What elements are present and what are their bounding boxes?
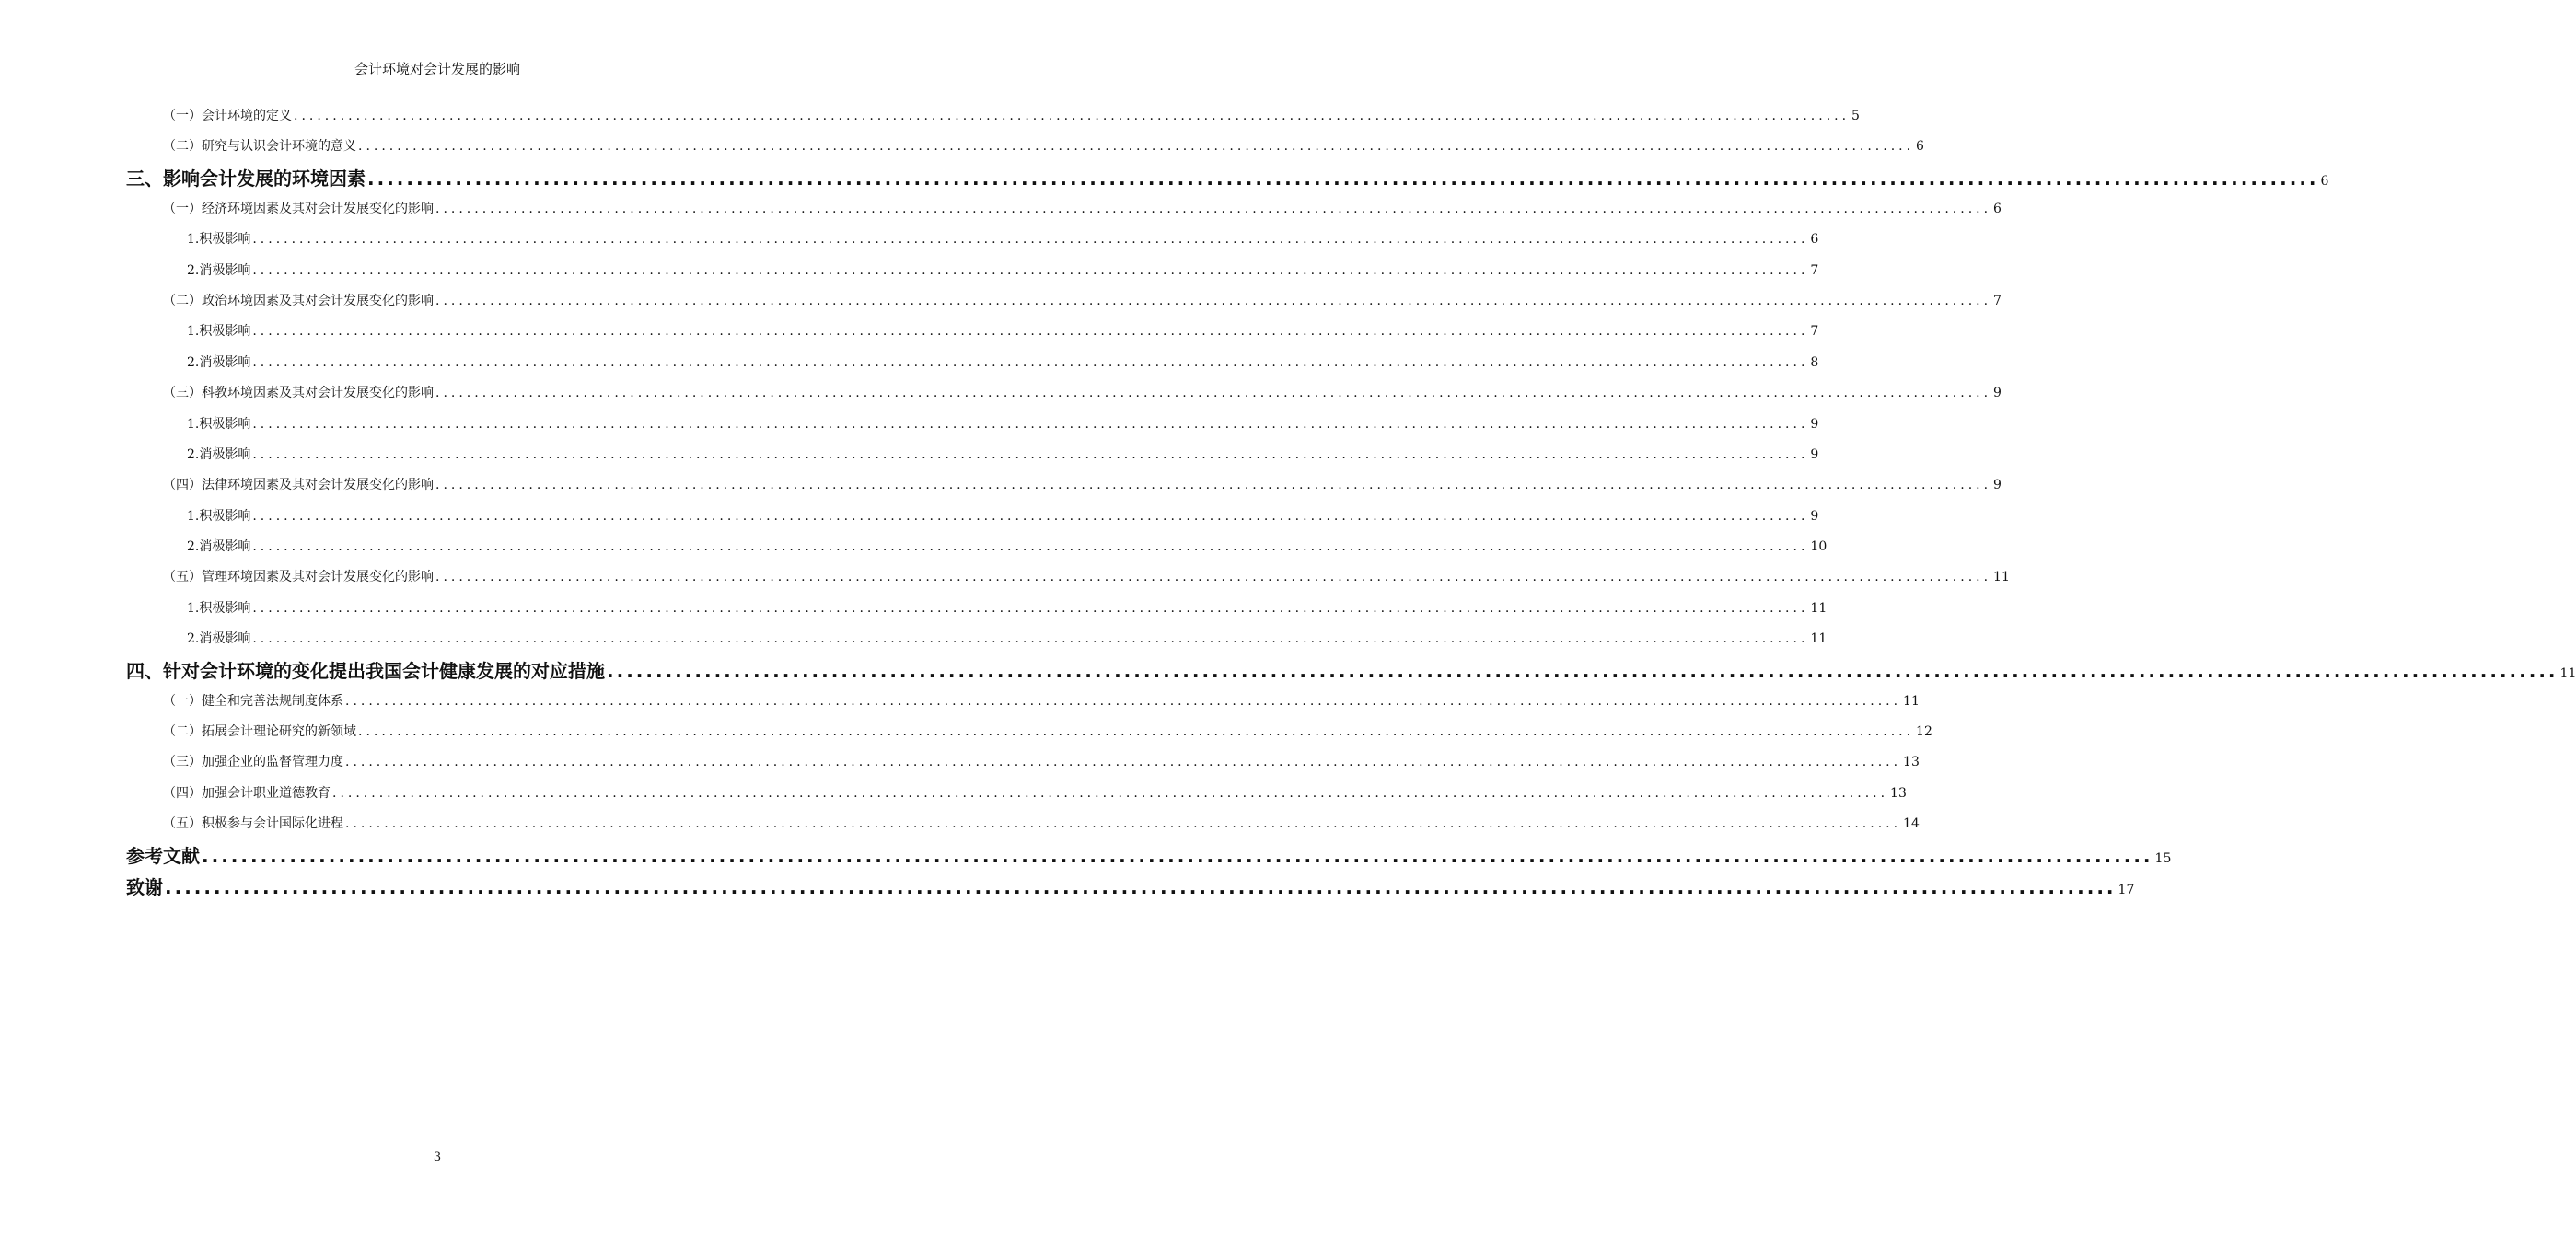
toc-entry-label: 2.消极影响 xyxy=(187,631,251,647)
toc-leader-dots: ........................................................................................................................................................................................................ xyxy=(252,232,1809,248)
toc-chapter-entry xyxy=(126,840,2172,872)
toc-section-entry xyxy=(126,809,1920,839)
toc-entry-label: （二）政治环境因素及其对会计发展变化的影响 xyxy=(163,293,434,308)
toc-entry-page: 9 xyxy=(1810,416,1819,432)
toc-subsection-entry xyxy=(126,624,1828,654)
toc-leader-dots: ........................................................................................................................................................................................................ xyxy=(252,446,1809,462)
toc-leader-dots: ........................................................................................................................................................................................................ xyxy=(252,324,1809,340)
toc-leader-dots: ........................................................................................................................................................................................................ xyxy=(435,201,1992,216)
toc-chapter-entry xyxy=(126,655,2576,687)
toc-section-entry xyxy=(126,286,2002,317)
toc-leader-dots: ........................................................................................................................................................................................................ xyxy=(345,816,1902,832)
toc-section-entry xyxy=(126,779,1907,809)
toc-leader-dots: ........................................................................................................................................................................................................ xyxy=(607,659,2559,682)
toc-leader-dots: ........................................................................................................................................................................................................ xyxy=(252,631,1809,647)
toc-leader-dots: ........................................................................................................................................................................................................ xyxy=(252,508,1809,524)
toc-entry-page: 11 xyxy=(1810,631,1828,647)
toc-entry-label: 1.积极影响 xyxy=(187,600,251,616)
toc-entry-label: （一）健全和完善法规制度体系 xyxy=(163,693,343,709)
toc-entry-page: 11 xyxy=(1993,570,2010,585)
toc-entry-label: 1.积极影响 xyxy=(187,508,251,524)
toc-entry-page: 9 xyxy=(1993,386,2002,401)
toc-subsection-entry xyxy=(126,440,1819,470)
toc-entry-page: 15 xyxy=(2154,850,2172,866)
running-header: 会计环境对会计发展的影响 xyxy=(354,61,520,77)
toc-entry-label: （一）经济环境因素及其对会计发展变化的影响 xyxy=(163,201,434,216)
toc-leader-dots: ........................................................................................................................................................................................................ xyxy=(252,354,1809,370)
toc-entry-page: 9 xyxy=(1810,508,1819,524)
toc-leader-dots: ........................................................................................................................................................................................................ xyxy=(165,875,2117,898)
toc-entry-page: 12 xyxy=(1916,724,1932,740)
toc-subsection-entry xyxy=(126,348,1819,378)
toc-entry-label: 1.积极影响 xyxy=(187,324,251,340)
toc-entry-page: 6 xyxy=(1810,232,1819,248)
toc-entry-label: （一）会计环境的定义 xyxy=(163,109,292,123)
toc-entry-page: 6 xyxy=(1916,139,1924,155)
toc-section-entry xyxy=(126,378,2002,409)
toc-entry-page: 9 xyxy=(1810,446,1819,462)
toc-entry-page: 13 xyxy=(1890,785,1907,801)
toc-entry-label: 2.消极影响 xyxy=(187,539,251,555)
toc-entry-label: （五）积极参与会计国际化进程 xyxy=(163,816,343,832)
toc-entry-label: 三、影响会计发展的环境因素 xyxy=(126,167,366,190)
toc-leader-dots: ........................................................................................................................................................................................................ xyxy=(435,293,1992,308)
toc-entry-label: （三）加强企业的监督管理力度 xyxy=(163,755,343,770)
toc-section-entry xyxy=(126,101,1860,132)
toc-entry-page: 8 xyxy=(1810,354,1819,370)
toc-entry-page: 13 xyxy=(1903,755,1920,770)
toc-entry-page: 5 xyxy=(1851,109,1860,123)
toc-leader-dots: ........................................................................................................................................................................................................ xyxy=(332,785,1889,801)
toc-entry-page: 9 xyxy=(1993,478,2002,493)
toc-chapter-entry xyxy=(126,872,2135,903)
toc-leader-dots: ........................................................................................................................................................................................................ xyxy=(252,600,1809,616)
toc-subsection-entry xyxy=(126,594,1828,624)
toc-entry-label: 2.消极影响 xyxy=(187,446,251,462)
toc-subsection-entry xyxy=(126,502,1819,532)
toc-entry-label: （五）管理环境因素及其对会计发展变化的影响 xyxy=(163,570,434,585)
toc-entry-label: （三）科教环境因素及其对会计发展变化的影响 xyxy=(163,386,434,401)
toc-entry-page: 6 xyxy=(1993,201,2002,216)
toc-leader-dots: ........................................................................................................................................................................................................ xyxy=(435,570,1992,585)
page-number: 3 xyxy=(433,1150,442,1164)
toc-leader-dots: ........................................................................................................................................................................................................ xyxy=(252,262,1809,278)
toc-entry-page: 11 xyxy=(1810,600,1828,616)
toc-entry-page: 7 xyxy=(1810,324,1819,340)
toc-section-entry xyxy=(126,717,1932,747)
toc-entry-label: （四）法律环境因素及其对会计发展变化的影响 xyxy=(163,478,434,493)
toc-leader-dots: ........................................................................................................................................................................................................ xyxy=(435,386,1992,401)
toc-entry-label: 1.积极影响 xyxy=(187,232,251,248)
toc-entry-label: （二）研究与认识会计环境的意义 xyxy=(163,139,356,155)
toc-entry-label: （四）加强会计职业道德教育 xyxy=(163,785,331,801)
toc-entry-label: 致谢 xyxy=(126,875,163,898)
toc-entry-page: 10 xyxy=(1810,539,1828,555)
table-of-contents xyxy=(126,101,2576,903)
toc-entry-page: 11 xyxy=(1903,693,1920,709)
toc-leader-dots: ........................................................................................................................................................................................................ xyxy=(294,109,1851,123)
toc-leader-dots: ........................................................................................................................................................................................................ xyxy=(358,139,1915,155)
toc-subsection-entry xyxy=(126,410,1819,440)
toc-entry-page: 7 xyxy=(1993,293,2002,308)
toc-section-entry xyxy=(126,194,2002,225)
toc-section-entry xyxy=(126,747,1920,778)
toc-entry-page: 17 xyxy=(2118,882,2135,897)
toc-leader-dots: ........................................................................................................................................................................................................ xyxy=(345,693,1902,709)
toc-section-entry xyxy=(126,470,2002,501)
toc-subsection-entry xyxy=(126,225,1819,255)
toc-section-entry xyxy=(126,562,2010,593)
toc-leader-dots: ........................................................................................................................................................................................................ xyxy=(345,755,1902,770)
toc-subsection-entry xyxy=(126,256,1819,286)
toc-leader-dots: ........................................................................................................................................................................................................ xyxy=(435,478,1992,493)
toc-subsection-entry xyxy=(126,317,1819,347)
toc-leader-dots: ........................................................................................................................................................................................................ xyxy=(358,724,1915,740)
toc-entry-page: 11 xyxy=(2559,665,2576,681)
toc-section-entry xyxy=(126,687,1920,717)
toc-entry-label: 2.消极影响 xyxy=(187,262,251,278)
toc-entry-label: 1.积极影响 xyxy=(187,416,251,432)
toc-leader-dots: ........................................................................................................................................................................................................ xyxy=(202,844,2153,867)
toc-entry-label: （二）拓展会计理论研究的新领域 xyxy=(163,724,356,740)
toc-entry-label: 参考文献 xyxy=(126,844,200,867)
toc-leader-dots: ........................................................................................................................................................................................................ xyxy=(367,167,2319,190)
toc-section-entry xyxy=(126,132,1924,162)
toc-entry-page: 14 xyxy=(1903,816,1920,832)
toc-leader-dots: ........................................................................................................................................................................................................ xyxy=(252,539,1809,555)
toc-entry-page: 7 xyxy=(1810,262,1819,278)
toc-entry-page: 6 xyxy=(2320,173,2329,189)
toc-leader-dots: ........................................................................................................................................................................................................ xyxy=(252,416,1809,432)
toc-entry-label: 四、针对会计环境的变化提出我国会计健康发展的对应措施 xyxy=(126,659,605,682)
toc-subsection-entry xyxy=(126,532,1828,562)
toc-chapter-entry xyxy=(126,163,2329,194)
toc-entry-label: 2.消极影响 xyxy=(187,354,251,370)
